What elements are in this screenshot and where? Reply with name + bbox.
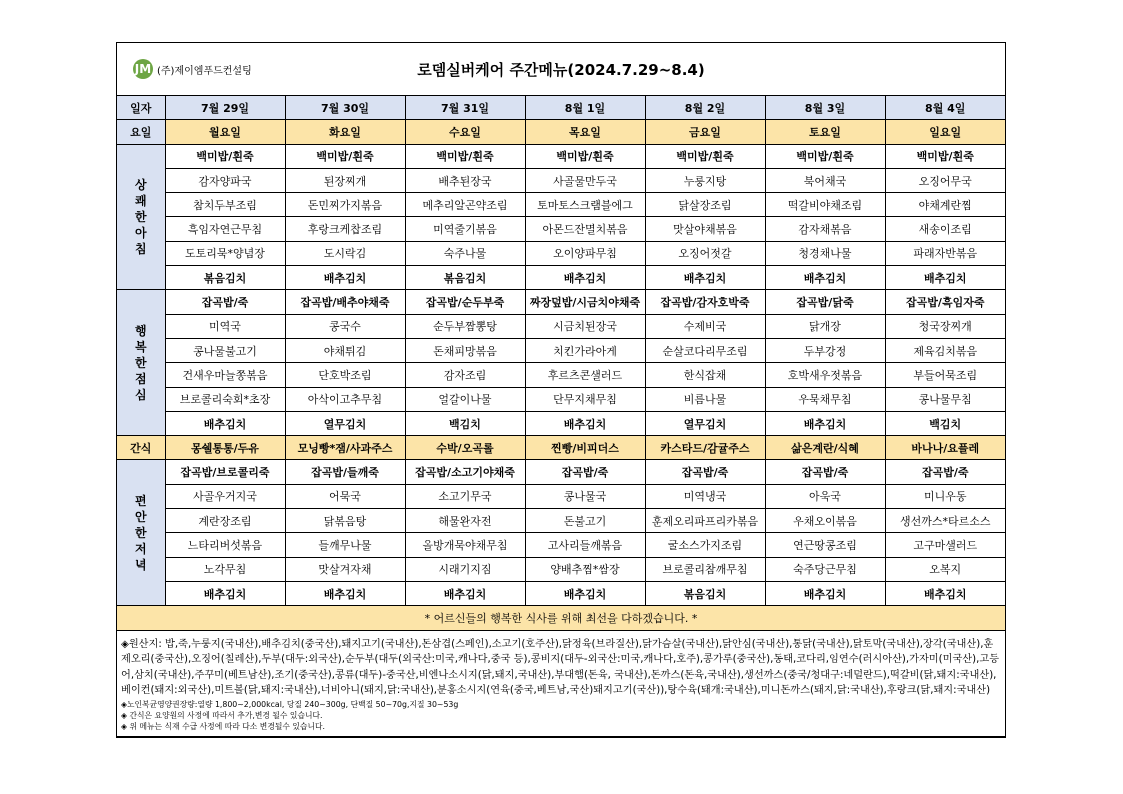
- dinner-cell: 맛살겨자채: [285, 557, 405, 581]
- dinner-cell: 어묵국: [285, 484, 405, 508]
- lunch-cell: 두부강정: [765, 338, 885, 362]
- breakfast-cell: 백미밥/흰죽: [285, 144, 405, 168]
- lunch-cell: 얼갈이나물: [405, 387, 525, 411]
- snack-cell: 카스타드/감귤주스: [645, 436, 765, 460]
- dinner-cell: 느타리버섯볶음: [165, 533, 285, 557]
- dinner-cell: 닭볶음탕: [285, 509, 405, 533]
- table-row: [117, 193, 1005, 217]
- lunch-cell: 미역국: [165, 314, 285, 338]
- dinner-cell: 미역냉국: [645, 484, 765, 508]
- table-row: [117, 290, 1005, 314]
- dinner-cell: 잡곡밥/죽: [885, 460, 1005, 484]
- lunch-cell: 야채튀김: [285, 338, 405, 362]
- breakfast-cell: 야채계란찜: [885, 193, 1005, 217]
- dinner-cell: 노각무침: [165, 557, 285, 581]
- lunch-cell: 순두부짬뽕탕: [405, 314, 525, 338]
- lunch-cell: 열무김치: [645, 411, 765, 435]
- breakfast-cell: 참치두부조림: [165, 193, 285, 217]
- breakfast-cell: 북어채국: [765, 168, 885, 192]
- section-label-char: 쾌: [134, 193, 147, 208]
- section-label-char: 심: [134, 387, 147, 402]
- breakfast-cell: 백미밥/흰죽: [765, 144, 885, 168]
- table-row: [117, 630, 1005, 736]
- lunch-cell: 비름나물: [645, 387, 765, 411]
- date-cell: 8월 3일: [765, 96, 885, 120]
- table-row: [117, 266, 1005, 290]
- dinner-cell: 고사리들깨볶음: [525, 533, 645, 557]
- table-row: [117, 96, 1005, 120]
- dinner-cell: 오복지: [885, 557, 1005, 581]
- breakfast-cell: 백미밥/흰죽: [405, 144, 525, 168]
- lunch-cell: 배추김치: [165, 411, 285, 435]
- snack-cell: 수박/오곡롤: [405, 436, 525, 460]
- weekday-cell: 일요일: [885, 120, 1005, 144]
- dinner-cell: 잡곡밥/소고기야채죽: [405, 460, 525, 484]
- weekday-cell: 월요일: [165, 120, 285, 144]
- lunch-cell: 콩국수: [285, 314, 405, 338]
- breakfast-label: [117, 144, 165, 290]
- dinner-cell: 돈불고기: [525, 509, 645, 533]
- breakfast-cell: 오이양파무침: [525, 241, 645, 265]
- table-row: [117, 363, 1005, 387]
- date-cell: 7월 30일: [285, 96, 405, 120]
- small-note: ◈ 간식은 요양원의 사정에 따라서 추가,변경 될수 있습니다.: [121, 710, 323, 720]
- breakfast-cell: 누룽지탕: [645, 168, 765, 192]
- table-row: [117, 581, 1005, 605]
- lunch-cell: 제육김치볶음: [885, 338, 1005, 362]
- dinner-cell: 배추김치: [165, 581, 285, 605]
- breakfast-cell: 도시락김: [285, 241, 405, 265]
- dinner-cell: 잡곡밥/죽: [765, 460, 885, 484]
- breakfast-cell: 백미밥/흰죽: [165, 144, 285, 168]
- date-cell: 8월 2일: [645, 96, 765, 120]
- sheet-header: [117, 43, 1005, 96]
- lunch-cell: 감자조림: [405, 363, 525, 387]
- weekday-cell: 화요일: [285, 120, 405, 144]
- breakfast-cell: 돈민찌가지볶음: [285, 193, 405, 217]
- lunch-cell: 닭개장: [765, 314, 885, 338]
- dinner-cell: 배추김치: [285, 581, 405, 605]
- breakfast-cell: 오징어젓갈: [645, 241, 765, 265]
- breakfast-cell: 사골물만두국: [525, 168, 645, 192]
- date-cell: 8월 4일: [885, 96, 1005, 120]
- lunch-cell: 청국장찌개: [885, 314, 1005, 338]
- dinner-cell: 잡곡밥/죽: [525, 460, 645, 484]
- lunch-cell: 한식잡채: [645, 363, 765, 387]
- lunch-cell: 우묵채무침: [765, 387, 885, 411]
- breakfast-cell: 볶음김치: [165, 266, 285, 290]
- table-row: [117, 557, 1005, 581]
- section-label-char: 침: [134, 241, 147, 256]
- origin-note: ◈원산지: 밥,죽,누룽지(국내산),배추김치(중국산),돼지고기(국내산),돈삼겹(스페인),소고기(호주산),닭정육(브라질산),닭가슴살(국내산),닭안심(국내산),통닭(국내산),닭토막(국내산),장각(국내산),훈제오리(중국산),오징어(칠레산),두부(대두:외국산),순두부(대두(외국산:미국,캐나다,중국 등),콩비지(대두-외국산:미국,캐나다,호주),콩가루(중국산),동태,코다리,임연수(러시아산),가자미(미국산),고등어,삼치(국내산),주꾸미(베트남산),조기(중국산),콩류(대두)-중국산,비엔나소시지(닭,돼지,국내산),부대햄(돈육, 국내산),돈까스(돈육,국내산),생선까스(중국/청대구:네덜란드),떡갈비(닭,돼지:국내산),베이컨(돼지:외국산),미트볼(닭,돼지:국내산),너비아니(돼지,닭:국내산),분홍소시지(연육(중국,베트남,국산)돼지고기(국산)),탕수육(돼개:국내산),미니돈까스(돼지,닭:국내산),후랑크(닭,돼지:국내산): [121, 638, 1000, 697]
- lunch-cell: 백김치: [885, 411, 1005, 435]
- section-label-char: 저: [134, 541, 147, 556]
- lunch-cell: 잡곡밥/감자호박죽: [645, 290, 765, 314]
- lunch-cell: 잡곡밥/흑임자죽: [885, 290, 1005, 314]
- dinner-cell: 미니우동: [885, 484, 1005, 508]
- section-label-char: 녁: [134, 557, 147, 572]
- lunch-cell: 잡곡밥/순두부죽: [405, 290, 525, 314]
- dinner-cell: 숙주당근무침: [765, 557, 885, 581]
- dinner-cell: 잡곡밥/브로콜리죽: [165, 460, 285, 484]
- table-row: [117, 460, 1005, 484]
- dinner-cell: 소고기무국: [405, 484, 525, 508]
- table-row: [117, 484, 1005, 508]
- weekday-label: 요일: [117, 120, 165, 144]
- lunch-cell: 순살코다리무조림: [645, 338, 765, 362]
- section-label-char: 상: [134, 177, 147, 192]
- weekday-cell: 토요일: [765, 120, 885, 144]
- company-name: (주)제이엠푸드컨설팅: [157, 65, 252, 77]
- section-label-char: 점: [134, 371, 147, 386]
- lunch-cell: 열무김치: [285, 411, 405, 435]
- dinner-cell: 배추김치: [405, 581, 525, 605]
- section-label-char: 행: [134, 323, 147, 338]
- breakfast-cell: 후랑크케찹조림: [285, 217, 405, 241]
- dinner-cell: 올방개묵야채무침: [405, 533, 525, 557]
- dinner-cell: 아욱국: [765, 484, 885, 508]
- table-row: [117, 120, 1005, 144]
- dinner-label: [117, 460, 165, 606]
- breakfast-cell: 새송이조림: [885, 217, 1005, 241]
- dinner-cell: 사골우거지국: [165, 484, 285, 508]
- breakfast-cell: 백미밥/흰죽: [885, 144, 1005, 168]
- table-row: [117, 436, 1005, 460]
- lunch-cell: 배추김치: [525, 411, 645, 435]
- table-row: [117, 411, 1005, 435]
- breakfast-cell: 배추김치: [285, 266, 405, 290]
- dinner-cell: 연근땅콩조림: [765, 533, 885, 557]
- table-row: [117, 241, 1005, 265]
- section-label-char: 한: [134, 355, 147, 370]
- dinner-cell: 훈제오리파프리카볶음: [645, 509, 765, 533]
- lunch-cell: 백김치: [405, 411, 525, 435]
- dinner-cell: 브로콜리참깨무침: [645, 557, 765, 581]
- dinner-cell: 계란장조림: [165, 509, 285, 533]
- lunch-cell: 수제비국: [645, 314, 765, 338]
- breakfast-cell: 백미밥/흰죽: [645, 144, 765, 168]
- snack-cell: 삶은계란/식혜: [765, 436, 885, 460]
- dinner-cell: 잡곡밥/들깨죽: [285, 460, 405, 484]
- breakfast-cell: 감자채볶음: [765, 217, 885, 241]
- lunch-cell: 콩나물무침: [885, 387, 1005, 411]
- page-title: 로뎀실버케어 주간메뉴(2024.7.29~8.4): [417, 61, 705, 79]
- breakfast-cell: 배추김치: [525, 266, 645, 290]
- breakfast-cell: 토마토스크램블에그: [525, 193, 645, 217]
- dinner-cell: 양배추찜*쌈장: [525, 557, 645, 581]
- lunch-cell: 콩나물불고기: [165, 338, 285, 362]
- lunch-cell: 호박새우젓볶음: [765, 363, 885, 387]
- small-note: ◈ 위 메뉴는 식재 수급 사정에 따라 다소 변경될수 있습니다.: [121, 721, 326, 731]
- lunch-cell: 돈채피망볶음: [405, 338, 525, 362]
- table-row: [117, 387, 1005, 411]
- lunch-cell: 치킨가라아게: [525, 338, 645, 362]
- section-label-char: 복: [134, 339, 147, 354]
- section-label-char: 아: [134, 225, 147, 240]
- dinner-cell: 시래기지짐: [405, 557, 525, 581]
- lunch-cell: 단무지채무침: [525, 387, 645, 411]
- slogan: * 어르신들의 행복한 식사를 위해 최선을 다하겠습니다. *: [117, 606, 1005, 630]
- breakfast-cell: 미역줄기볶음: [405, 217, 525, 241]
- breakfast-cell: 파래자반볶음: [885, 241, 1005, 265]
- lunch-cell: 단호박조림: [285, 363, 405, 387]
- table-row: [117, 314, 1005, 338]
- dinner-cell: 고구마샐러드: [885, 533, 1005, 557]
- dinner-cell: 굴소스가지조림: [645, 533, 765, 557]
- section-label-char: 안: [134, 509, 147, 524]
- section-label-char: 한: [134, 525, 147, 540]
- section-label-char: 편: [134, 493, 147, 508]
- table-row: [117, 509, 1005, 533]
- breakfast-cell: 메추리알곤약조림: [405, 193, 525, 217]
- snack-cell: 몽쉘통통/두유: [165, 436, 285, 460]
- lunch-cell: 짜장덮밥/시금치야채죽: [525, 290, 645, 314]
- lunch-cell: 배추김치: [765, 411, 885, 435]
- breakfast-cell: 백미밥/흰죽: [525, 144, 645, 168]
- snack-cell: 바나나/요플레: [885, 436, 1005, 460]
- snack-cell: 모닝빵*잼/사과주스: [285, 436, 405, 460]
- date-cell: 7월 29일: [165, 96, 285, 120]
- date-label: 일자: [117, 96, 165, 120]
- snack-label: 간식: [117, 436, 165, 460]
- breakfast-cell: 숙주나물: [405, 241, 525, 265]
- dinner-cell: 우채오이볶음: [765, 509, 885, 533]
- table-row: [117, 144, 1005, 168]
- breakfast-cell: 배추된장국: [405, 168, 525, 192]
- section-label-char: 한: [134, 209, 147, 224]
- dinner-cell: 들깨무나물: [285, 533, 405, 557]
- breakfast-cell: 배추김치: [885, 266, 1005, 290]
- breakfast-cell: 된장찌개: [285, 168, 405, 192]
- table-row: [117, 606, 1005, 630]
- lunch-cell: 부들어묵조림: [885, 363, 1005, 387]
- weekday-cell: 수요일: [405, 120, 525, 144]
- breakfast-cell: 오징어무국: [885, 168, 1005, 192]
- lunch-label: [117, 290, 165, 436]
- dinner-cell: 잡곡밥/죽: [645, 460, 765, 484]
- small-note: ◈노인복균영양권장량:열량 1,800~2,000kcal, 당질 240~300g, 단백질 50~70g,지질 30~53g: [121, 699, 459, 709]
- lunch-cell: 아삭이고추무침: [285, 387, 405, 411]
- breakfast-cell: 감자양파국: [165, 168, 285, 192]
- snack-cell: 찐빵/비피더스: [525, 436, 645, 460]
- dinner-cell: 해물완자전: [405, 509, 525, 533]
- breakfast-cell: 도토리묵*양념장: [165, 241, 285, 265]
- table-row: [117, 533, 1005, 557]
- menu-sheet: [116, 42, 1006, 738]
- date-cell: 7월 31일: [405, 96, 525, 120]
- lunch-cell: 후르츠콘샐러드: [525, 363, 645, 387]
- date-cell: 8월 1일: [525, 96, 645, 120]
- lunch-cell: 브로콜리숙회*초장: [165, 387, 285, 411]
- lunch-cell: 잡곡밥/배추야채죽: [285, 290, 405, 314]
- breakfast-cell: 흑임자연근무침: [165, 217, 285, 241]
- table-row: [117, 168, 1005, 192]
- table-row: [117, 338, 1005, 362]
- dinner-cell: 볶음김치: [645, 581, 765, 605]
- dinner-cell: 배추김치: [885, 581, 1005, 605]
- breakfast-cell: 맛살야채볶음: [645, 217, 765, 241]
- menu-table: [117, 96, 1005, 737]
- breakfast-cell: 아몬드잔멸치볶음: [525, 217, 645, 241]
- lunch-cell: 잡곡밥/닭죽: [765, 290, 885, 314]
- dinner-cell: 배추김치: [525, 581, 645, 605]
- dinner-cell: 콩나물국: [525, 484, 645, 508]
- breakfast-cell: 볶음김치: [405, 266, 525, 290]
- lunch-cell: 잡곡밥/죽: [165, 290, 285, 314]
- logo-icon: JM: [133, 59, 153, 79]
- dinner-cell: 배추김치: [765, 581, 885, 605]
- notes-block: [117, 630, 1005, 736]
- breakfast-cell: 청경채나물: [765, 241, 885, 265]
- weekday-cell: 금요일: [645, 120, 765, 144]
- breakfast-cell: 배추김치: [645, 266, 765, 290]
- weekday-cell: 목요일: [525, 120, 645, 144]
- lunch-cell: 시금치된장국: [525, 314, 645, 338]
- breakfast-cell: 닭살장조림: [645, 193, 765, 217]
- dinner-cell: 생선까스*타르소스: [885, 509, 1005, 533]
- breakfast-cell: 배추김치: [765, 266, 885, 290]
- lunch-cell: 건새우마늘쫑볶음: [165, 363, 285, 387]
- table-row: [117, 217, 1005, 241]
- breakfast-cell: 떡갈비야채조림: [765, 193, 885, 217]
